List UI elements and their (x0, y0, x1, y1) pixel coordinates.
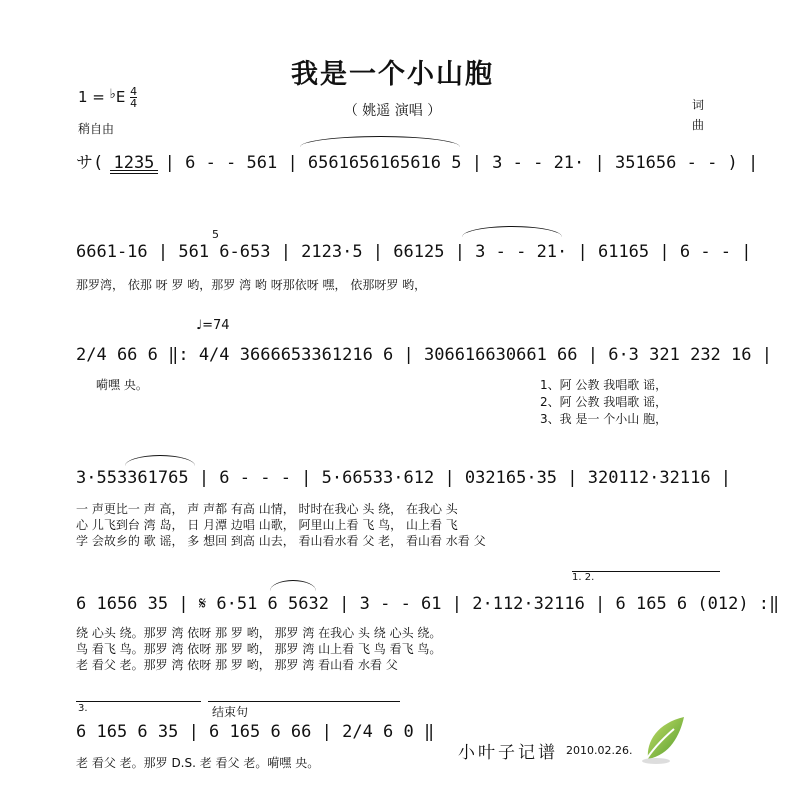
verse-2-line-4: 心 儿飞到台 湾 岛， 日 月潭 边唱 山歌， 阿里山上看 飞 鸟， 山上看 飞 (76, 518, 458, 532)
ending-3-label: 3. (78, 703, 88, 714)
credit-lyrics: 词 (692, 98, 705, 112)
ending-bracket (572, 571, 720, 572)
lyric-line-6: 老 看父 老。那罗 D.S. 老 看父 老。嗬嘿 央。 (76, 756, 320, 770)
leaf-logo-icon (640, 715, 686, 765)
verse-2-line-3: 2、阿 公教 我唱歌 谣， (540, 395, 668, 409)
tempo-text: 稍自由 (78, 122, 115, 136)
verse-1-line-5: 绕 心头 绕。那罗 湾 依呀 那 罗 哟， 那罗 湾 在我心 头 绕 心头 绕。 (76, 626, 442, 640)
slur (462, 226, 562, 237)
staff-line-3: 2/4 66 6 ‖: 4/4 3666653361216 6 | 306616630661 66 | 6·3 321 232 16 | (76, 345, 772, 365)
key-letter: E (115, 88, 126, 106)
slur (125, 455, 195, 466)
singer-credit: （ 姚遥 演唱 ） (343, 103, 442, 119)
lyric-line-2: 那罗湾， 依那 呀 罗 哟，那罗 湾 哟 呀那依呀 嘿， 依那呀罗 哟， (76, 278, 427, 292)
verse-2-line-5: 鸟 看飞 鸟。那罗 湾 依呀 那 罗 哟， 那罗 湾 山上看 飞 鸟 看飞 鸟。 (76, 642, 442, 656)
time-top: 4 (130, 85, 138, 98)
time-bottom: 4 (130, 97, 138, 110)
staff-line-6: 6 165 6 35 | 6 165 6 66 | 2/4 6 0 ‖ (76, 722, 435, 742)
grace-note: 5 (212, 228, 219, 241)
transcriber-signature: 小叶子记谱 (458, 743, 558, 763)
credit-music: 曲 (692, 118, 705, 132)
time-signature (130, 86, 137, 109)
verse-1-line-3: 1、阿 公教 我唱歌 谣， (540, 378, 668, 392)
key-prefix: 1 = (78, 88, 105, 106)
ending-bracket (76, 701, 201, 702)
tempo-mark: ♩=74 (196, 318, 230, 333)
verse-3-line-3: 3、我 是一 个小山 胞， (540, 412, 668, 426)
lyric-line-3: 嗬嘿 央。 (96, 378, 148, 392)
flat-sign: ♭ (109, 87, 116, 102)
transcription-date: 2010.02.26. (566, 744, 633, 757)
beam (110, 170, 158, 171)
key-signature (78, 86, 137, 109)
coda-label: 结束句 (212, 705, 249, 719)
slur (270, 580, 316, 591)
staff-line-2: 6661-16 | 561 6-653 | 2123·5 | 66125 | 3 - - 21· | 61165 | 6 - - | (76, 242, 752, 262)
credits (692, 95, 704, 135)
verse-1-line-4: 一 声更比一 声 高， 声 声都 有高 山情， 时时在我心 头 绕， 在我心 头 (76, 502, 458, 516)
song-title: 我是一个小山胞 (291, 59, 494, 90)
beam (110, 173, 158, 174)
verse-3-line-5: 老 看父 老。那罗 湾 依呀 那 罗 哟， 那罗 湾 看山看 水看 父 (76, 658, 398, 672)
slur (300, 136, 460, 147)
verse-3-line-4: 学 会故乡的 歌 谣， 多 想回 到高 山去， 看山看水看 父 老， 看山看 水看 父 (76, 534, 486, 548)
staff-line-4: 3·553361765 | 6 - - - | 5·66533·612 | 032165·35 | 320112·32116 | (76, 468, 732, 488)
coda-bracket (208, 701, 400, 702)
staff-line-1: サ( 1235 | 6 - - 561 | 6561656165616 5 | 3 - - 21· | 351656 - - ) | (76, 153, 759, 173)
ending-1-2-label: 1. 2. (572, 572, 595, 583)
staff-line-5: 6 1656 35 | 𝄋 6·51 6 5632 | 3 - - 61 | 2·112·32116 | 6 165 6 (012) :‖ (76, 594, 780, 614)
